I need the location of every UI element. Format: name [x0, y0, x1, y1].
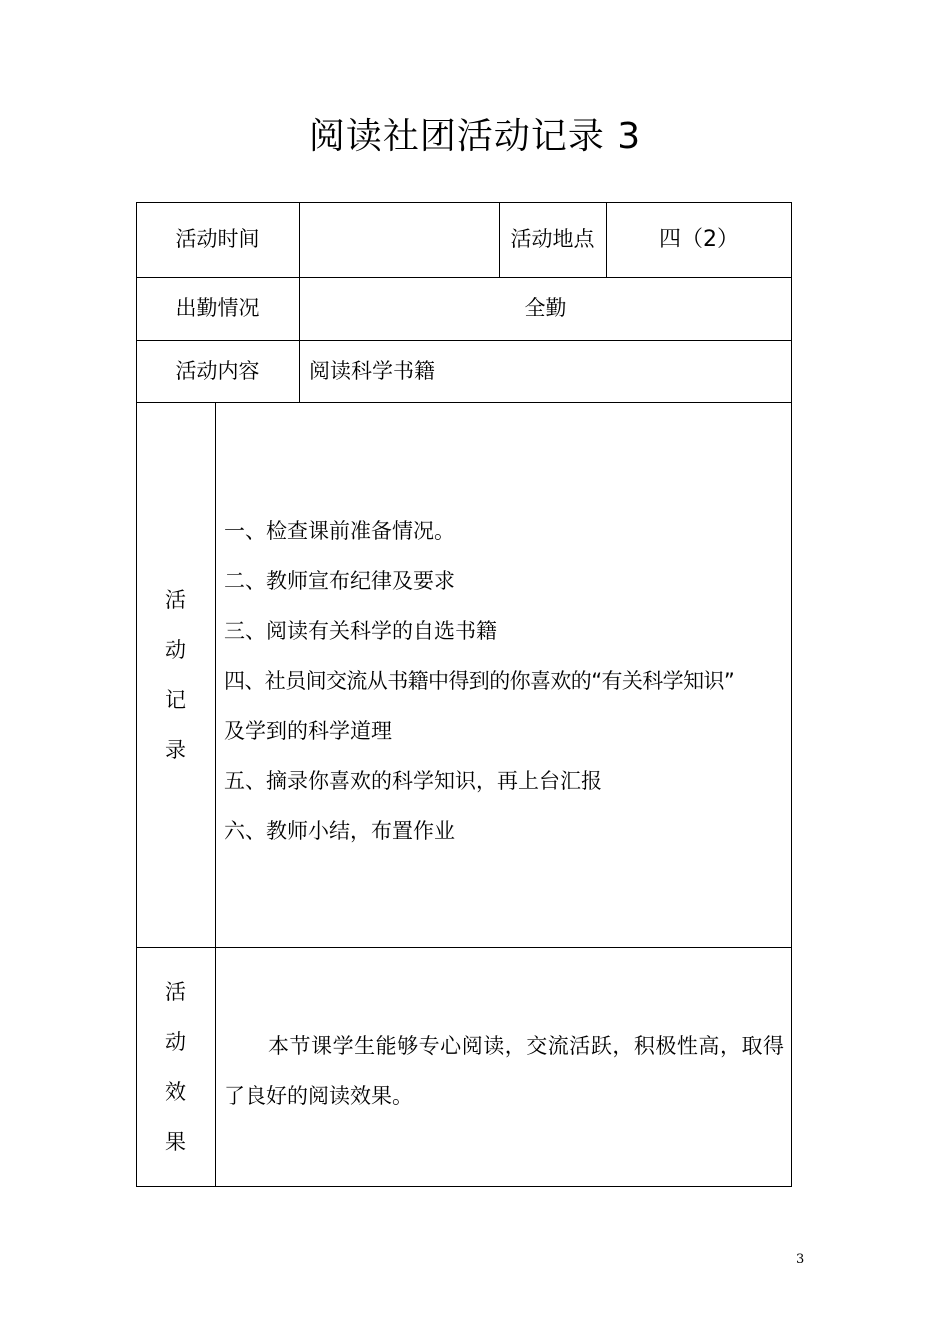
effect-label-char: 果: [165, 1129, 186, 1154]
effect-label-char: 动: [165, 1029, 186, 1054]
effect-text: 本节课学生能够专心阅读，交流活跃，积极性高，取得了良好的阅读效果。: [224, 1034, 784, 1108]
table-border-bottom: [136, 1186, 792, 1187]
record-steps: [215, 402, 792, 947]
content-label: 活动内容: [175, 358, 260, 383]
page-number: 3: [796, 1252, 805, 1267]
record-step: 三、阅读有关科学的自选书籍: [224, 619, 497, 643]
record-label-char: 活: [165, 587, 186, 612]
record-step: 六、教师小结，布置作业: [224, 819, 455, 843]
record-step: 四、社员间交流从书籍中得到的你喜欢的“有关科学知识”: [224, 669, 735, 693]
location-value: 四（2）: [659, 226, 739, 252]
record-step: 一、检查课前准备情况。: [224, 519, 455, 543]
effect-label: [136, 947, 215, 1186]
record-label-char: 记: [165, 687, 186, 712]
attendance-label: 出勤情况: [175, 296, 260, 320]
time-label: 活动时间: [175, 227, 260, 251]
time-value: [299, 202, 499, 277]
effect-label-char: 效: [165, 1079, 186, 1104]
location-label: 活动地点: [510, 227, 595, 251]
record-label-char: 录: [165, 737, 186, 762]
content-value: 阅读科学书籍: [309, 358, 435, 383]
record-step: 及学到的科学道理: [224, 719, 392, 743]
activity-record-table: [136, 202, 792, 1187]
effect-label-char: 活: [165, 979, 186, 1004]
record-label-char: 动: [165, 637, 186, 662]
record-step: 二、教师宣布纪律及要求: [224, 569, 455, 593]
record-label: [136, 402, 215, 947]
record-step: 五、摘录你喜欢的科学知识，再上台汇报: [224, 769, 602, 793]
attendance-value: 全勤: [524, 296, 567, 320]
document-title: 阅读社团活动记录 3: [308, 116, 642, 157]
